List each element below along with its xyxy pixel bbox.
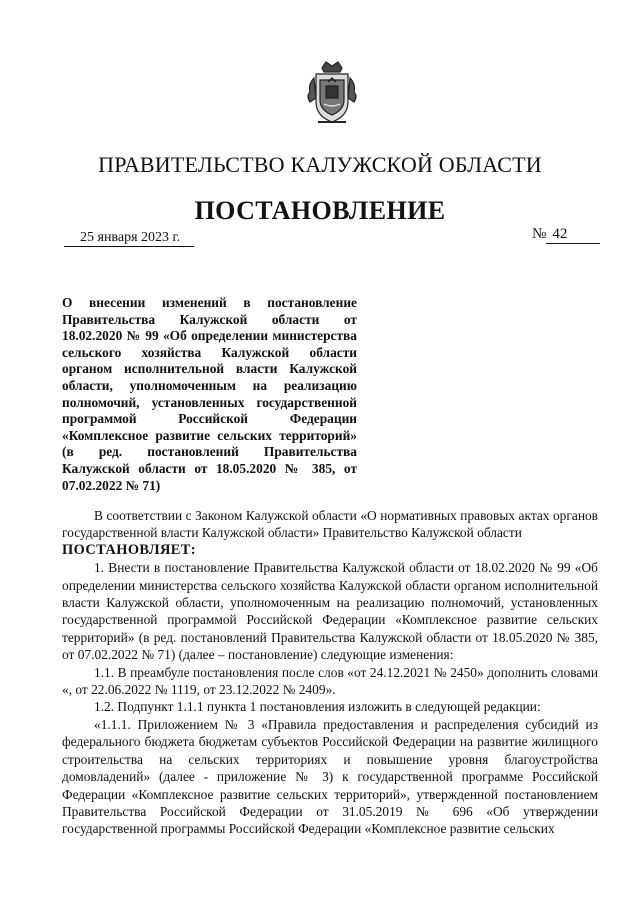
paragraph-1-2: 1.2. Подпункт 1.1.1 пункта 1 постановления изложить в следующей редакции: bbox=[94, 699, 541, 715]
decree-word: ПОСТАНОВЛЯЕТ: bbox=[62, 541, 196, 558]
date-value: 25 января 2023 г. bbox=[64, 230, 194, 247]
paragraph-1-1: 1.1. В преамбуле постановления после слов «от 24.12.2021 № 2450» дополнить словами «, от 22.06.2022 № 1119, от 23.12.2022 № 2409». bbox=[62, 664, 598, 698]
kaluga-coat-of-arms-icon bbox=[304, 58, 360, 126]
paragraph-1-1-1: «1.1.1. Приложением № 3 «Правила предоставления и распределения субсидий из федерального бюджета бюджетам субъектов Российской Федерации на развитие жилищного строительства на сельских территориях и повышение уровня благоустройства домовладений» (далее - приложение № 3) к государственной программе Российской Федерации «Комплексное развитие сельских территорий», утвержденной постановлением Правительства Российской Федерации от 31.05.2019 № 696 «Об утверждении государственной программы Российской Федерации «Комплексное развитие сельских bbox=[62, 716, 598, 837]
document-subject: О внесении изменений в постановление Правительства Калужской области от 18.02.2020 № 99 «Об определении министерства сельского хозяйства Калужской области органом исполнительной власти Калужской области, уполномоченным на реализацию полномочий, установленных государственной программой Российской Федерации «Комплексное развитие сельских территорий» (в ред. постановлений Правительства Калужской области от 18.05.2020 № 385, от 07.02.2022 № 71) bbox=[62, 295, 357, 493]
number-label: № bbox=[532, 226, 547, 242]
document-type-heading: ПОСТАНОВЛЕНИЕ bbox=[194, 196, 446, 225]
number-value: 42 bbox=[546, 226, 600, 244]
document-date bbox=[64, 230, 194, 247]
document-body bbox=[62, 507, 598, 838]
government-title: ПРАВИТЕЛЬСТВО КАЛУЖСКОЙ ОБЛАСТИ bbox=[98, 152, 542, 177]
document-number bbox=[532, 226, 600, 244]
paragraph-1: 1. Внести в постановление Правительства Калужской области от 18.02.2020 № 99 «Об определении министерства сельского хозяйства Калужской области органом исполнительной власти Калужской области, уполномоченным на реализацию полномочий, установленных государственной программой Российской Федерации «Комплексное развитие сельских территорий» (в ред. постановлений Правительства Калужской области от 18.05.2020 № 385, от 07.02.2022 № 71) (далее – постановление) следующие изменения: bbox=[62, 560, 598, 663]
preamble-paragraph: В соответствии с Законом Калужской области «О нормативных правовых актах органов государственной власти Калужской области» Правительство Калужской области bbox=[62, 508, 598, 541]
